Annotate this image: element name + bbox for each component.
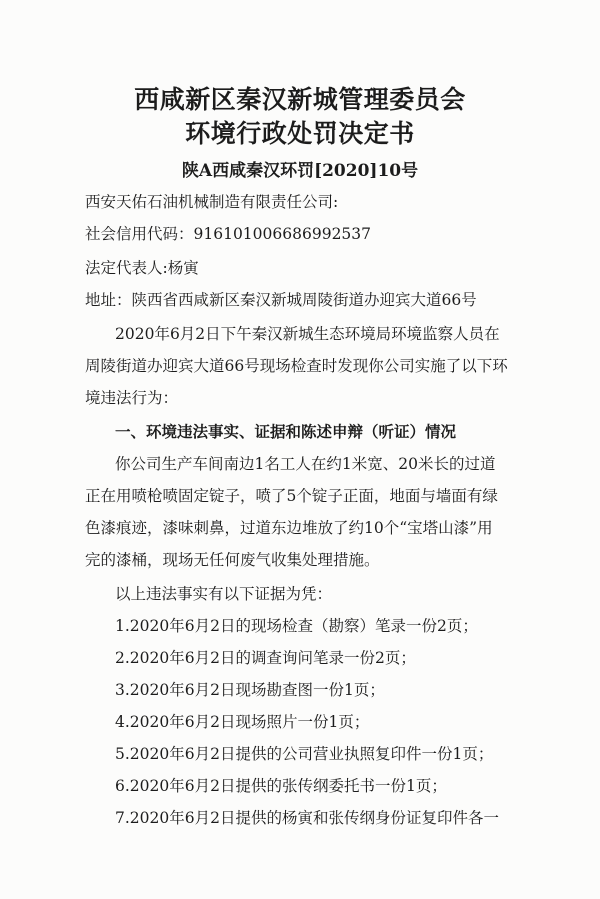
evidence-item: 1.2020年6月2日的现场检查（勘察）笔录一份2页； [115,617,478,635]
evidence-item: 6.2020年6月2日提供的张传纲委托书一份1页； [115,777,447,795]
company-name: 西安天佑石油机械制造有限责任公司: [85,193,339,211]
section-heading: 一、环境违法事实、证据和陈述申辩（听证）情况 [115,422,457,441]
intro-line: 境违法行为： [85,389,179,407]
credit-code: 社会信用代码：91610100668699253​7 [85,225,372,243]
evidence-item: 4.2020年6月2日现场照片一份1页； [115,713,370,731]
legal-representative: 法定代表人:杨寅 [85,259,199,277]
document-title-line2: 环境行政处罚决定书 [185,119,415,148]
company-address: 地址：陕西省西咸新区秦汉新城周陵街道办迎宾大道66号 [85,291,477,309]
facts-line: 正在用喷枪喷固定锭子，喷了5个锭子正面，地面与墙面有绿 [85,487,498,505]
evidence-item: 7.2020年6月2日提供的杨寅和张传纲身份证复印件各一 [115,809,499,827]
intro-line: 2020年6月2日下午秦汉新城生态环境局环境监察人员在 [115,325,500,343]
facts-line: 色漆痕迹，漆味刺鼻，过道东边堆放了约10个“宝塔山漆”用 [85,519,493,537]
document-number: 陕A西咸秦汉环罚[2020]10号 [181,161,419,181]
document-title-line1: 西咸新区秦汉新城管理委员会 [134,85,466,114]
evidence-item: 3.2020年6月2日现场勘查图一份1页； [115,681,385,699]
facts-line: 完的漆桶，现场无任何废气收集处理措施。 [85,551,380,569]
evidence-item: 5.2020年6月2日提供的公司营业执照复印件一份1页； [115,745,494,763]
intro-line: 周陵街道办迎宾大道66号现场检查时发现你公司实施了以下环 [85,357,508,375]
evidence-item: 2.2020年6月2日的调查询问笔录一份2页； [115,649,416,667]
evidence-intro: 以上违法事实有以下证据为凭： [115,585,333,603]
facts-line: 你公司生产车间南边1名工人在约1米宽、20米长的过道 [115,455,496,473]
